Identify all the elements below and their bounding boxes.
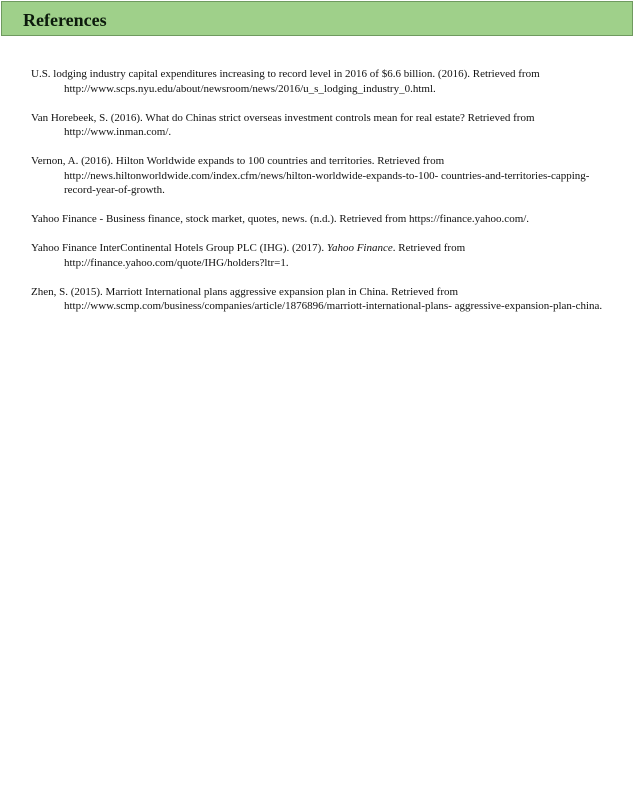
reference-text: Zhen, S. (2015). Marriott International plans aggressive expansion plan in China. Retrieved from http://www.scmp.com/business/companies/article/1876896/marriott-international-plans- aggressive-expansion-plan-china.	[31, 285, 603, 312]
reference-source-title: Yahoo Finance	[326, 242, 393, 254]
reference-text: Vernon, A. (2016). Hilton Worldwide expands to 100 countries and territories. Retrieved from http://news.hiltonworldwide.com/index.cfm/news/hilton-worldwide-expands-to-100- countries-and-territories-capping-record-year-of-growth.	[31, 155, 590, 196]
reference-text-before: Yahoo Finance InterContinental Hotels Group PLC (IHG). (2017).	[31, 242, 327, 254]
reference-text: Yahoo Finance - Business finance, stock market, quotes, news. (n.d.). Retrieved from https://finance.yahoo.com/.	[31, 213, 530, 225]
reference-text-after: . Retrieved from http://finance.yahoo.com/quote/IHG/holders?ltr=1.	[64, 242, 466, 269]
reference-entry	[31, 241, 616, 270]
reference-entry	[31, 111, 616, 140]
page-title: References	[23, 10, 107, 30]
reference-list	[31, 67, 616, 328]
reference-entry	[31, 67, 616, 96]
references-header-bar	[1, 1, 633, 36]
reference-text: U.S. lodging industry capital expenditures increasing to record level in 2016 of $6.6 billion. (2016). Retrieved from http://www.scps.nyu.edu/about/newsroom/news/2016/u_s_lodging_industry_0.html.	[31, 68, 540, 95]
reference-entry	[31, 285, 616, 314]
reference-entry	[31, 154, 616, 198]
reference-entry	[31, 212, 616, 227]
reference-text: Van Horebeek, S. (2016). What do Chinas strict overseas investment controls mean for real estate? Retrieved from http://www.inman.com/.	[31, 111, 535, 138]
